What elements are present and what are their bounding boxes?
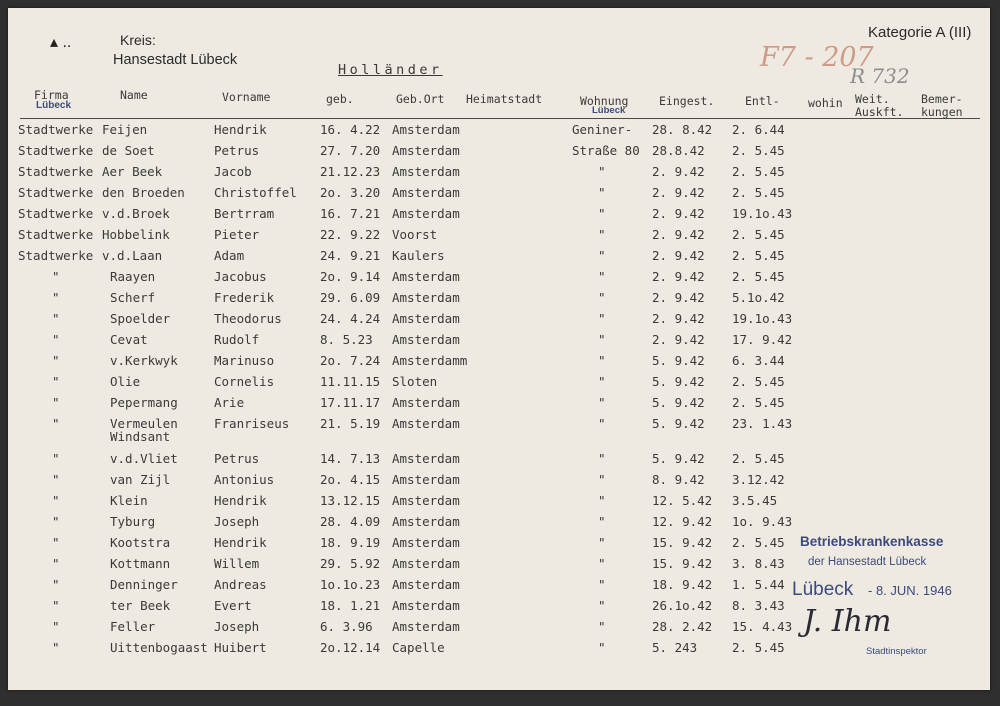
cell-wohnung: " [598,206,606,221]
cell-entlassen: 2. 5.45 [732,164,785,179]
cell-firma: " [52,290,60,305]
cell-vorname: Pieter [214,227,260,242]
cell-name: Pepermang [110,395,178,410]
cell-wohnung: " [598,493,606,508]
cell-vorname: Willem [214,556,260,571]
cell-name-continued: Windsant [110,429,171,444]
cell-geburtsort: Amsterdam [392,598,460,613]
col-bemerkungen-2: kungen [921,105,963,119]
cell-eingestellt: 5. 9.42 [652,395,705,410]
cell-geburtsdatum: 8. 5.23 [320,332,373,347]
cell-vorname: Jacob [214,164,252,179]
cell-firma: Stadtwerke [18,227,94,242]
cell-eingestellt: 5. 243 [652,640,698,655]
cell-entlassen: 2. 5.45 [732,451,785,466]
cell-name: v.Kerkwyk [110,353,178,368]
cell-name: Vermeulen [110,416,178,431]
cell-vorname: Franriseus [214,416,290,431]
cell-entlassen: 3.5.45 [732,493,778,508]
cell-geburtsort: Kaulers [392,248,445,263]
cell-geburtsort: Amsterdam [392,269,460,284]
cell-eingestellt: 8. 9.42 [652,472,705,487]
cell-firma: " [52,269,60,284]
cell-vorname: Hendrik [214,535,267,550]
cell-wohnung: " [598,374,606,389]
table-row [8,185,990,205]
pencil-note-file-number: F7 - 207 [760,42,874,73]
cell-name: Tyburg [110,514,156,529]
cell-entlassen: 2. 5.45 [732,395,785,410]
cell-geburtsort: Amsterdam [392,311,460,326]
cell-vorname: Andreas [214,577,267,592]
cell-name: Uittenbogaast [110,640,208,655]
cell-vorname: Frederik [214,290,275,305]
cell-geburtsdatum: 13.12.15 [320,493,381,508]
cell-name: Aer Beek [102,164,163,179]
cell-name: v.d.Vliet [110,451,178,466]
cell-name: Feller [110,619,156,634]
cell-firma: " [52,514,60,529]
table-row [8,248,990,268]
cell-firma: " [52,311,60,326]
table-row [8,290,990,310]
cell-firma: " [52,577,60,592]
cell-entlassen: 17. 9.42 [732,332,793,347]
cell-entlassen: 19.1o.43 [732,206,793,221]
cell-entlassen: 1o. 9.43 [732,514,793,529]
cell-vorname: Evert [214,598,252,613]
cell-vorname: Theodorus [214,311,282,326]
cell-geburtsort: Sloten [392,374,438,389]
corner-mark: ▴ .. [50,34,72,51]
cell-entlassen: 8. 3.43 [732,598,785,613]
cell-entlassen: 2. 6.44 [732,122,785,137]
cell-name: Spoelder [110,311,171,326]
cell-geburtsort: Amsterdam [392,143,460,158]
col-weitere-auskunft-1: Weit. [855,92,890,106]
page-title: Holländer [338,62,443,78]
cell-geburtsort: Amsterdam [392,416,460,431]
col-wohnung-stamp: Lübeck [592,105,626,116]
cell-geburtsdatum: 14. 7.13 [320,451,381,466]
cell-firma: " [52,416,60,431]
cell-vorname: Jacobus [214,269,267,284]
cell-geburtsdatum: 28. 4.09 [320,514,381,529]
cell-name: Cevat [110,332,148,347]
cell-entlassen: 23. 1.43 [732,416,793,431]
cell-geburtsort: Amsterdam [392,206,460,221]
cell-wohnung: Straße 80 [572,143,640,158]
col-bemerkungen-1: Bemer- [921,92,963,106]
cell-entlassen: 2. 5.45 [732,185,785,200]
stamp-date: - 8. JUN. 1946 [868,583,952,598]
cell-eingestellt: 12. 5.42 [652,493,713,508]
cell-geburtsort: Amsterdam [392,332,460,347]
cell-name: Feijen [102,122,148,137]
cell-wohnung: " [598,332,606,347]
cell-geburtsdatum: 18. 1.21 [320,598,381,613]
cell-wohnung: " [598,577,606,592]
cell-name: den Broeden [102,185,185,200]
cell-name: Denninger [110,577,178,592]
cell-firma: " [52,332,60,347]
cell-vorname: Huibert [214,640,267,655]
cell-entlassen: 2. 5.45 [732,227,785,242]
document-card [8,8,990,690]
cell-firma: " [52,619,60,634]
cell-eingestellt: 2. 9.42 [652,185,705,200]
table-row [8,374,990,394]
signature: J. Ihm [803,604,892,639]
cell-geburtsort: Amsterdam [392,451,460,466]
col-firma-stamp: Lübeck [36,100,72,111]
table-row [8,164,990,184]
cell-geburtsdatum: 29. 6.09 [320,290,381,305]
cell-eingestellt: 5. 9.42 [652,416,705,431]
table-row [8,493,990,513]
cell-geburtsdatum: 16. 7.21 [320,206,381,221]
cell-wohnung: " [598,164,606,179]
table-row [8,143,990,163]
cell-eingestellt: 2. 9.42 [652,269,705,284]
cell-vorname: Petrus [214,143,260,158]
cell-geburtsdatum: 11.11.15 [320,374,381,389]
col-geb: geb. [326,92,354,106]
cell-geburtsort: Amsterdam [392,290,460,305]
pencil-note-reference: R 732 [850,64,910,88]
cell-wohnung: " [598,472,606,487]
cell-geburtsdatum: 18. 9.19 [320,535,381,550]
cell-eingestellt: 5. 9.42 [652,353,705,368]
cell-geburtsort: Amsterdam [392,535,460,550]
cell-name: Klein [110,493,148,508]
cell-wohnung: " [598,619,606,634]
cell-firma: " [52,556,60,571]
cell-geburtsdatum: 2o.12.14 [320,640,381,655]
cell-entlassen: 1. 5.44 [732,577,785,592]
cell-firma: " [52,472,60,487]
cell-wohnung: " [598,227,606,242]
cell-eingestellt: 26.1o.42 [652,598,713,613]
cell-entlassen: 15. 4.43 [732,619,793,634]
header-rule [20,118,980,119]
table-row [8,227,990,247]
cell-firma: " [52,640,60,655]
cell-wohnung: " [598,353,606,368]
cell-vorname: Antonius [214,472,275,487]
cell-geburtsdatum: 1o.1o.23 [320,577,381,592]
cell-name: de Soet [102,143,155,158]
cell-eingestellt: 15. 9.42 [652,556,713,571]
cell-geburtsort: Amsterdam [392,514,460,529]
cell-geburtsort: Amsterdam [392,556,460,571]
table-row [8,514,990,534]
cell-name: Kootstra [110,535,171,550]
table-row [8,206,990,226]
cell-geburtsdatum: 29. 5.92 [320,556,381,571]
cell-geburtsort: Amsterdam [392,164,460,179]
table-row [8,416,990,444]
cell-vorname: Joseph [214,514,260,529]
cell-vorname: Hendrik [214,493,267,508]
table-row [8,395,990,415]
cell-eingestellt: 2. 9.42 [652,290,705,305]
cell-eingestellt: 18. 9.42 [652,577,713,592]
cell-eingestellt: 2. 9.42 [652,206,705,221]
cell-entlassen: 2. 5.45 [732,143,785,158]
cell-vorname: Rudolf [214,332,260,347]
stamp-role: Stadtinspektor [866,646,927,657]
table-row [8,332,990,352]
cell-wohnung: " [598,514,606,529]
cell-name: Scherf [110,290,156,305]
cell-wohnung: " [598,535,606,550]
cell-name: van Zijl [110,472,171,487]
cell-geburtsort: Amsterdam [392,577,460,592]
cell-firma: Stadtwerke [18,143,94,158]
cell-wohnung: " [598,598,606,613]
cell-geburtsdatum: 17.11.17 [320,395,381,410]
cell-vorname: Hendrik [214,122,267,137]
cell-name: Raayen [110,269,156,284]
cell-geburtsdatum: 2o. 4.15 [320,472,381,487]
col-eingestellt: Eingest. [659,94,715,108]
cell-eingestellt: 2. 9.42 [652,311,705,326]
col-firma: Firma [34,88,69,102]
cell-geburtsort: Amsterdamm [392,353,468,368]
table-row [8,451,990,471]
cell-eingestellt: 15. 9.42 [652,535,713,550]
cell-geburtsdatum: 24. 9.21 [320,248,381,263]
cell-name: v.d.Laan [102,248,163,263]
cell-eingestellt: 5. 9.42 [652,451,705,466]
cell-geburtsort: Amsterdam [392,185,460,200]
cell-geburtsort: Amsterdam [392,122,460,137]
cell-wohnung: " [598,311,606,326]
cell-vorname: Christoffel [214,185,297,200]
kategorie-label: Kategorie A (III) [868,24,972,41]
table-row [8,122,990,142]
cell-eingestellt: 28. 2.42 [652,619,713,634]
cell-firma: " [52,451,60,466]
cell-wohnung: " [598,248,606,263]
cell-geburtsort: Voorst [392,227,438,242]
cell-eingestellt: 28. 8.42 [652,122,713,137]
kreis-value: Hansestadt Lübeck [113,52,238,68]
cell-geburtsdatum: 21.12.23 [320,164,381,179]
col-geburtsort: Geb.Ort [396,92,445,106]
cell-name: ter Beek [110,598,171,613]
cell-eingestellt: 2. 9.42 [652,248,705,263]
cell-firma: Stadtwerke [18,248,94,263]
cell-firma: Stadtwerke [18,185,94,200]
cell-name: v.d.Broek [102,206,170,221]
cell-eingestellt: 2. 9.42 [652,332,705,347]
cell-vorname: Bertrram [214,206,275,221]
cell-eingestellt: 5. 9.42 [652,374,705,389]
table-row [8,311,990,331]
col-heimatstadt: Heimatstadt [466,92,543,106]
cell-vorname: Marinuso [214,353,275,368]
cell-wohnung: " [598,556,606,571]
cell-geburtsort: Amsterdam [392,619,460,634]
cell-entlassen: 2. 5.45 [732,374,785,389]
cell-wohnung: " [598,185,606,200]
cell-entlassen: 2. 5.45 [732,535,785,550]
cell-firma: " [52,535,60,550]
col-weitere-auskunft-2: Auskft. [855,105,904,119]
cell-vorname: Arie [214,395,245,410]
cell-vorname: Cornelis [214,374,275,389]
cell-firma: " [52,374,60,389]
cell-vorname: Adam [214,248,245,263]
kreis-label: Kreis: [120,32,156,48]
table-row [8,472,990,492]
cell-entlassen: 2. 5.45 [732,269,785,284]
cell-geburtsort: Amsterdam [392,395,460,410]
cell-wohnung: " [598,416,606,431]
cell-geburtsdatum: 16. 4.22 [320,122,381,137]
cell-geburtsort: Amsterdam [392,472,460,487]
cell-geburtsdatum: 2o. 9.14 [320,269,381,284]
cell-geburtsdatum: 6. 3.96 [320,619,373,634]
cell-name: Olie [110,374,141,389]
cell-vorname: Joseph [214,619,260,634]
table-row [8,640,990,660]
cell-geburtsdatum: 24. 4.24 [320,311,381,326]
cell-wohnung: " [598,269,606,284]
cell-firma: " [52,493,60,508]
stamp-line-1: Betriebskrankenkasse [800,534,944,549]
cell-firma: Stadtwerke [18,122,94,137]
cell-geburtsdatum: 27. 7.20 [320,143,381,158]
cell-firma: " [52,598,60,613]
cell-entlassen: 19.1o.43 [732,311,793,326]
cell-name: Hobbelink [102,227,170,242]
cell-wohnung: " [598,451,606,466]
cell-entlassen: 5.1o.42 [732,290,785,305]
col-wohnung: Wohnung [580,94,629,108]
cell-firma: Stadtwerke [18,164,94,179]
col-name: Name [120,88,148,102]
cell-name: Kottmann [110,556,171,571]
cell-entlassen: 6. 3.44 [732,353,785,368]
cell-wohnung: " [598,290,606,305]
cell-entlassen: 2. 5.45 [732,640,785,655]
cell-wohnung: " [598,395,606,410]
col-wohin: wohin [808,96,843,110]
cell-geburtsort: Amsterdam [392,493,460,508]
table-row [8,269,990,289]
cell-firma: " [52,395,60,410]
cell-geburtsort: Capelle [392,640,445,655]
cell-eingestellt: 12. 9.42 [652,514,713,529]
cell-eingestellt: 28.8.42 [652,143,705,158]
cell-geburtsdatum: 21. 5.19 [320,416,381,431]
cell-eingestellt: 2. 9.42 [652,227,705,242]
col-entlassen: Entl- [745,94,780,108]
cell-entlassen: 3.12.42 [732,472,785,487]
col-vorname: Vorname [222,90,271,104]
cell-firma: Stadtwerke [18,206,94,221]
stamp-line-2: der Hansestadt Lübeck [808,556,927,568]
table-row [8,353,990,373]
cell-firma: " [52,353,60,368]
cell-eingestellt: 2. 9.42 [652,164,705,179]
stamp-city: Lübeck [792,579,854,600]
cell-entlassen: 2. 5.45 [732,248,785,263]
cell-wohnung: Geniner- [572,122,633,137]
cell-geburtsdatum: 22. 9.22 [320,227,381,242]
cell-vorname: Petrus [214,451,260,466]
cell-geburtsdatum: 2o. 7.24 [320,353,381,368]
cell-entlassen: 3. 8.43 [732,556,785,571]
cell-geburtsdatum: 2o. 3.20 [320,185,381,200]
cell-wohnung: " [598,640,606,655]
